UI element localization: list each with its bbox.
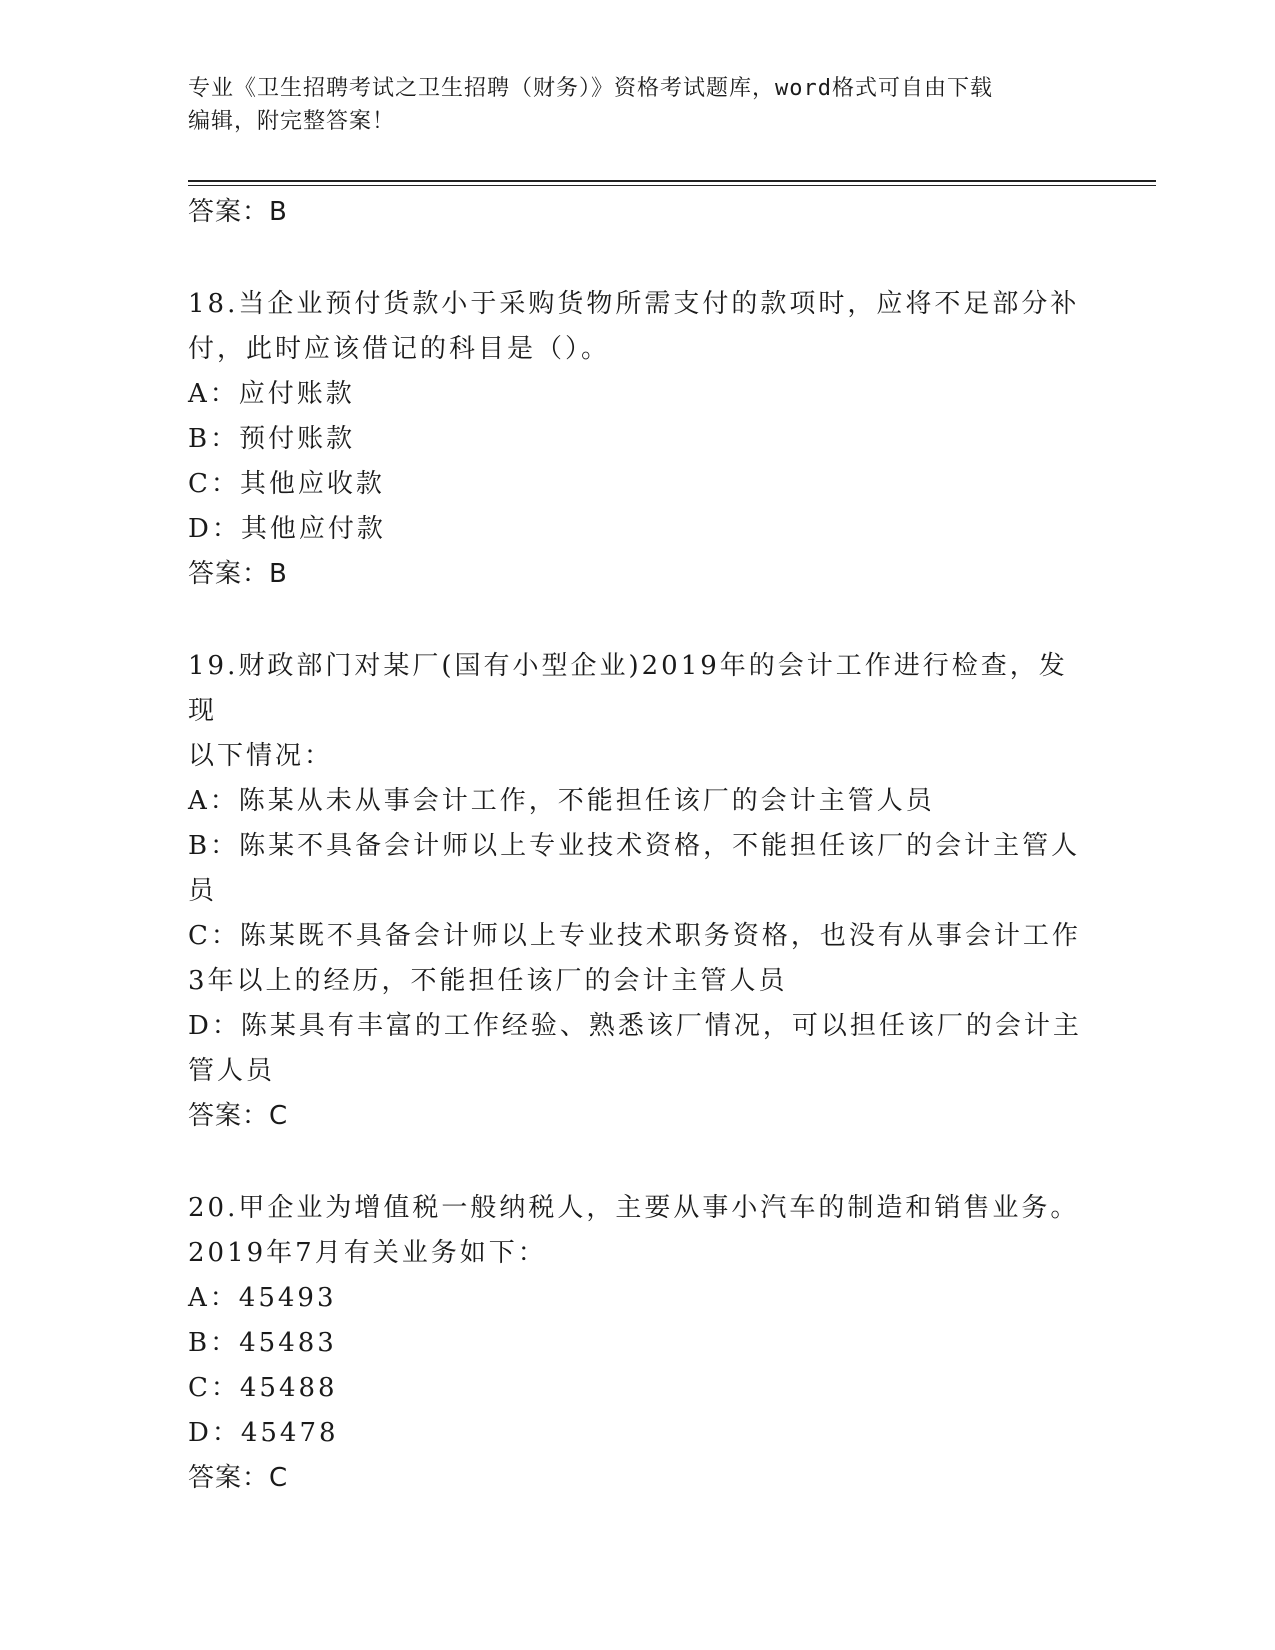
question-19-option-a: A：陈某从未从事会计工作，不能担任该厂的会计主管人员 [188, 786, 935, 816]
question-20-option-d: D：45478 [188, 1418, 339, 1448]
question-18-option-d: D：其他应付款 [188, 514, 386, 544]
answer-previous: 答案：B [188, 197, 288, 227]
question-19-option-b-2: 员 [188, 876, 218, 906]
question-19-option-b-1: B：陈某不具备会计师以上专业技术资格，不能担任该厂的会计主管人 [188, 831, 1081, 861]
header-divider-thick [188, 180, 1156, 182]
question-19-option-c-1: C：陈某既不具备会计师以上专业技术职务资格，也没有从事会计工作 [188, 921, 1081, 951]
question-18-option-c: C：其他应收款 [188, 469, 385, 499]
question-20-answer: 答案：C [188, 1463, 289, 1493]
question-19-option-c-2: 3年以上的经历，不能担任该厂的会计主管人员 [188, 966, 788, 996]
header-line-2: 编辑，附完整答案！ [188, 109, 396, 134]
question-19-answer: 答案：C [188, 1101, 289, 1131]
question-18-answer: 答案：B [188, 559, 288, 589]
question-20-option-a: A：45493 [188, 1283, 337, 1313]
question-18-option-b: B：预付账款 [188, 424, 356, 454]
question-18-option-a: A：应付账款 [188, 379, 355, 409]
question-20-stem-1: 20.甲企业为增值税一般纳税人，主要从事小汽车的制造和销售业务。 [188, 1193, 1080, 1223]
question-19-option-d-1: D：陈某具有丰富的工作经验、熟悉该厂情况，可以担任该厂的会计主 [188, 1011, 1082, 1041]
question-19-stem-1: 19.财政部门对某厂(国有小型企业)2019年的会计工作进行检查，发现 [188, 651, 1068, 726]
question-19 [188, 644, 1088, 1139]
question-20-stem-2: 2019年7月有关业务如下： [188, 1238, 547, 1268]
question-list [188, 190, 1088, 1501]
header-divider-thin [188, 185, 1156, 186]
question-19-option-d-2: 管人员 [188, 1056, 276, 1086]
question-18-stem-2: 付，此时应该借记的科目是（）。 [188, 334, 611, 364]
document-header [188, 72, 1088, 138]
question-18 [188, 282, 1088, 597]
question-20-option-b: B：45483 [188, 1328, 337, 1358]
question-19-stem-2: 以下情况： [188, 741, 334, 771]
question-20 [188, 1186, 1088, 1501]
question-18-stem-1: 18.当企业预付货款小于采购货物所需支付的款项时，应将不足部分补 [188, 289, 1080, 319]
header-line-1: 专业《卫生招聘考试之卫生招聘（财务）》资格考试题库，word格式可自由下载 [188, 76, 993, 101]
question-20-option-c: C：45488 [188, 1373, 338, 1403]
